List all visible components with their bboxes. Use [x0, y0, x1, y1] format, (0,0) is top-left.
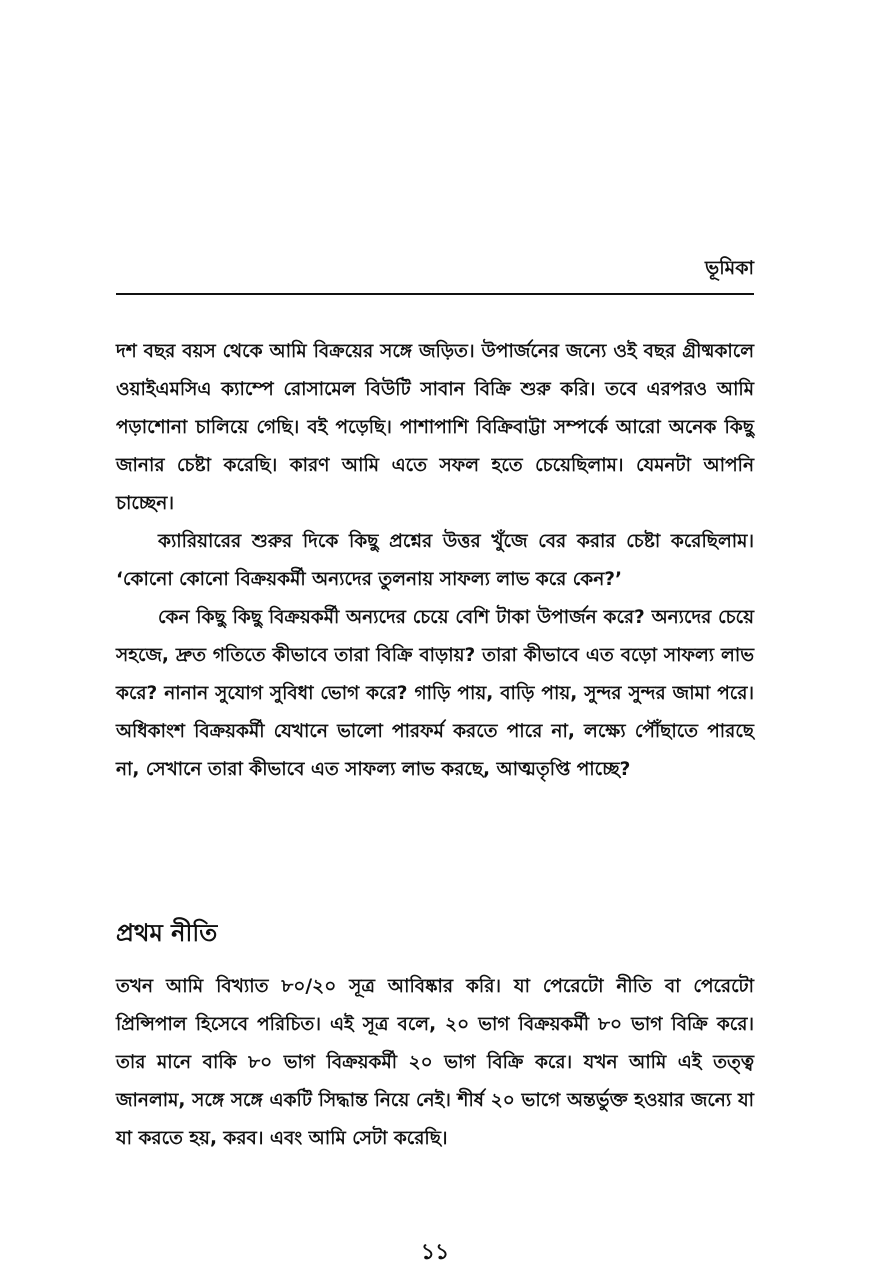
intro-text — [116, 333, 754, 789]
paragraph: ক্যারিয়ারের শুরুর দিকে কিছু প্রশ্নের উত্তর খুঁজে বের করার চেষ্টা করেছিলাম। ‘কোনো কোনো বিক্রয়কর্মী অন্যদের তুলনায় সাফল্য লাভ করে কেন?’ — [116, 531, 754, 590]
section-text — [116, 968, 754, 1158]
book-page — [116, 0, 754, 1273]
running-head: ভূমিকা — [705, 257, 754, 279]
header-rule — [116, 293, 754, 295]
page-number: ১১ — [420, 1240, 450, 1265]
paragraph: তখন আমি বিখ্যাত ৮০/২০ সূত্র আবিষ্কার করি। যা পেরেটো নীতি বা পেরেটো প্রিন্সিপাল হিসেবে পরিচিত। এই সূত্র বলে, ২০ ভাগ বিক্রয়কর্মী ৮০ ভাগ বিক্রি করে। তার মানে বাকি ৮০ ভাগ বিক্রয়কর্মী ২০ ভাগ বিক্রি করে। যখন আমি এই তত্ত্ব জানলাম, সঙ্গে সঙ্গে একটি সিদ্ধান্ত নিয়ে নেই। শীর্ষ ২০ ভাগে অন্তর্ভুক্ত হওয়ার জন্যে যা যা করতে হয়, করব। এবং আমি সেটা করেছি। — [116, 976, 754, 1149]
paragraph: কেন কিছু কিছু বিক্রয়কর্মী অন্যদের চেয়ে বেশি টাকা উপার্জন করে? অন্যদের চেয়ে সহজে, দ্রুত গতিতে কীভাবে তারা বিক্রি বাড়ায়? তারা কীভাবে এত বড়ো সাফল্য লাভ করে? নানান সুযোগ সুবিধা ভোগ করে? গাড়ি পায়, বাড়ি পায়, সুন্দর সুন্দর জামা পরে। অধিকাংশ বিক্রয়কর্মী যেখানে ভালো পারফর্ম করতে পারে না, লক্ষ্যে পৌঁছাতে পারছে না, সেখানে তারা কীভাবে এত সাফল্য লাভ করছে, আত্মতৃপ্তি পাচ্ছে? — [116, 607, 754, 780]
paragraph: দশ বছর বয়স থেকে আমি বিক্রয়ের সঙ্গে জড়িত। উপার্জনের জন্যে ওই বছর গ্রীষ্মকালে ওয়াইএমসিএ ক্যাম্পে রোসামেল বিউটি সাবান বিক্রি শুরু করি। তবে এরপরও আমি পড়াশোনা চালিয়ে গেছি। বই পড়েছি। পাশাপাশি বিক্রিবাট্টা সম্পর্কে আরো অনেক কিছু জানার চেষ্টা করেছি। কারণ আমি এতে সফল হতে চেয়েছিলাম। যেমনটা আপনি চাচ্ছেন। — [116, 341, 754, 514]
section-heading: প্রথম নীতি — [116, 919, 218, 947]
